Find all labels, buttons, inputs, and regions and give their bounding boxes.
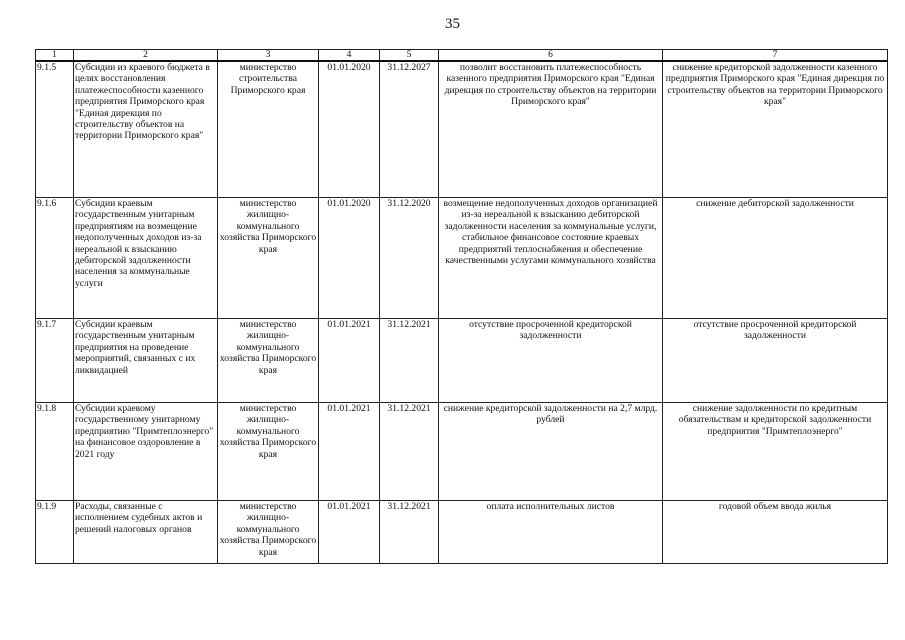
target-indicator: годовой объем ввода жилья [663,501,888,564]
measures-table [35,49,888,564]
end-date: 31.12.2027 [380,61,439,198]
responsible-executor: министерство жилищно-коммунального хозяйства Приморского края [218,198,319,319]
table-row [36,501,888,564]
column-header-3: 3 [218,50,319,62]
end-date: 31.12.2021 [380,403,439,501]
measure-name: Субсидии краевому государственному унитарному предприятию "Примтеплоэнерго" на финансовое оздоровление в 2021 году [74,403,218,501]
target-indicator: снижение кредиторской задолженности казенного предприятия Приморского края "Единая дирекция по строительству объектов на территории Приморского края" [663,61,888,198]
responsible-executor: министерство жилищно-коммунального хозяйства Приморского края [218,403,319,501]
table-row [36,319,888,403]
row-number: 9.1.5 [36,61,74,198]
end-date: 31.12.2021 [380,319,439,403]
responsible-executor: министерство строительства Приморского края [218,61,319,198]
target-indicator: снижение дебиторской задолженности [663,198,888,319]
start-date: 01.01.2021 [319,403,380,501]
measure-name: Расходы, связанные с исполнением судебных актов и решений налоговых органов [74,501,218,564]
column-header-4: 4 [319,50,380,62]
row-number: 9.1.9 [36,501,74,564]
row-number: 9.1.6 [36,198,74,319]
table-header-row [36,50,888,62]
measure-name: Субсидии краевым государственным унитарным предприятиям на возмещение недополученных доходов из-за нереальной к взысканию дебиторской задолженности населения за коммунальные услуги [74,198,218,319]
end-date: 31.12.2021 [380,501,439,564]
column-header-6: 6 [439,50,663,62]
expected-result: снижение кредиторской задолженности на 2,7 млрд. рублей [439,403,663,501]
expected-result: возмещение недополученных доходов организацией из-за нереальной к взысканию дебиторской задолженности населения за коммунальные услуги, стабильное финансовое состояние краевых предприятий теплоснабжения и обеспечение качественными услугами коммунального хозяйства [439,198,663,319]
expected-result: отсутствие просроченной кредиторской задолженности [439,319,663,403]
target-indicator: отсутствие просроченной кредиторской задолженности [663,319,888,403]
column-header-1: 1 [36,50,74,62]
start-date: 01.01.2020 [319,61,380,198]
table-row [36,198,888,319]
column-header-2: 2 [74,50,218,62]
start-date: 01.01.2021 [319,319,380,403]
expected-result: оплата исполнительных листов [439,501,663,564]
column-header-5: 5 [380,50,439,62]
target-indicator: снижение задолженности по кредитным обязательствам и кредиторской задолженности предприятия "Примтеплоэнерго" [663,403,888,501]
expected-result: позволит восстановить платежеспособность казенного предприятия Приморского края "Единая дирекция по строительству объектов на территории Приморского края" [439,61,663,198]
row-number: 9.1.8 [36,403,74,501]
responsible-executor: министерство жилищно-коммунального хозяйства Приморского края [218,319,319,403]
start-date: 01.01.2021 [319,501,380,564]
table-row [36,403,888,501]
end-date: 31.12.2020 [380,198,439,319]
table-row [36,61,888,198]
responsible-executor: министерство жилищно-коммунального хозяйства Приморского края [218,501,319,564]
row-number: 9.1.7 [36,319,74,403]
start-date: 01.01.2020 [319,198,380,319]
measure-name: Субсидии краевым государственным унитарным предприятия на проведение мероприятий, связанных с их ликвидацией [74,319,218,403]
column-header-7: 7 [663,50,888,62]
page-number: 35 [445,16,460,32]
measure-name: Субсидии из краевого бюджета в целях восстановления платежеспособности казенного предприятия Приморского края "Единая дирекция по строительству объектов на территории Приморского края" [74,61,218,198]
